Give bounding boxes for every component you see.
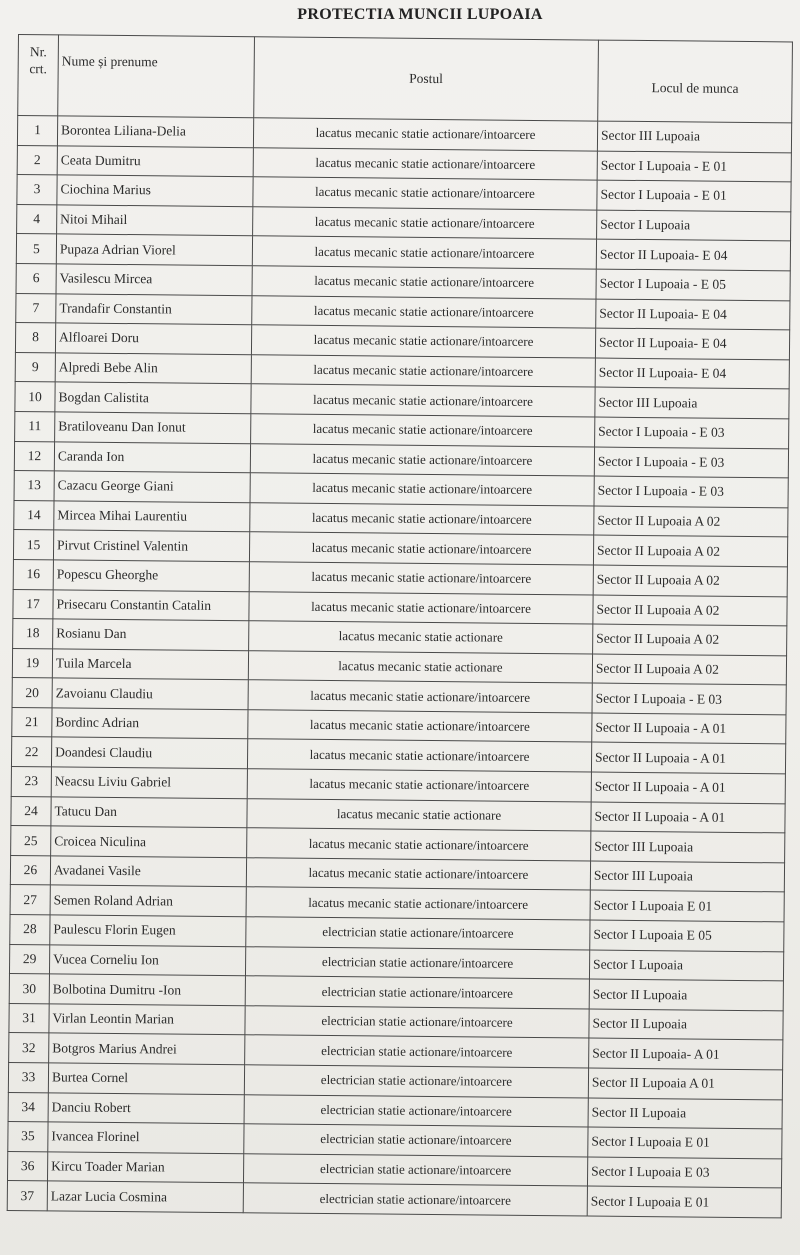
row-post: electrician statie actionare/intoarcere	[244, 1065, 588, 1098]
row-location: Sector III Lupoaia	[591, 831, 785, 862]
row-number: 1	[17, 116, 57, 146]
row-post: electrician statie actionare/intoarcere	[246, 917, 590, 950]
row-number: 37	[7, 1181, 47, 1211]
row-number: 9	[15, 352, 55, 382]
row-name: Vasilescu Mircea	[56, 264, 252, 295]
row-post: lacatus mecanic statie actionare/intoarcere	[251, 414, 595, 447]
row-name: Pirvut Cristinel Valentin	[53, 530, 249, 561]
row-location: Sector II Lupoaia- E 04	[596, 239, 790, 270]
row-location: Sector I Lupoaia	[589, 950, 783, 981]
row-number: 2	[17, 145, 57, 175]
row-name: Popescu Gheorghe	[53, 560, 249, 591]
row-location: Sector I Lupoaia - E 03	[594, 447, 788, 478]
row-name: Alpredi Bebe Alin	[55, 353, 251, 384]
row-name: Zavoianu Claudiu	[52, 678, 248, 709]
row-name: Trandafir Constantin	[56, 293, 252, 324]
row-location: Sector I Lupoaia - E 03	[595, 417, 789, 448]
row-post: lacatus mecanic statie actionare/intoarcere	[253, 147, 597, 180]
row-post: electrician statie actionare/intoarcere	[245, 946, 589, 979]
row-location: Sector II Lupoaia - A 01	[591, 743, 785, 774]
row-name: Tuila Marcela	[52, 649, 248, 680]
row-name: Neacsu Liviu Gabriel	[51, 767, 247, 798]
row-post: lacatus mecanic statie actionare/intoarcere	[250, 473, 594, 506]
row-post: lacatus mecanic statie actionare/intoarcere	[250, 443, 594, 476]
row-location: Sector II Lupoaia A 02	[593, 595, 787, 626]
row-number: 11	[15, 411, 55, 441]
row-post: lacatus mecanic statie actionare/intoarcere	[248, 710, 592, 743]
row-name: Prisecaru Constantin Catalin	[53, 589, 249, 620]
row-post: lacatus mecanic statie actionare/intoarcere	[252, 295, 596, 328]
row-name: Semen Roland Adrian	[50, 885, 246, 916]
row-number: 8	[15, 323, 55, 353]
row-name: Lazar Lucia Cosmina	[47, 1181, 243, 1212]
row-location: Sector II Lupoaia A 02	[593, 624, 787, 655]
row-post: lacatus mecanic statie actionare/intoarcere	[249, 532, 593, 565]
row-location: Sector I Lupoaia - E 01	[597, 180, 791, 211]
row-location: Sector I Lupoaia - E 05	[596, 269, 790, 300]
row-post: lacatus mecanic statie actionare/intoarcere	[250, 502, 594, 535]
row-name: Botgros Marius Andrei	[49, 1033, 245, 1064]
row-name: Ciochina Marius	[57, 175, 253, 206]
row-location: Sector I Lupoaia - E 03	[592, 683, 786, 714]
row-name: Danciu Robert	[48, 1092, 244, 1123]
row-name: Nitoi Mihail	[57, 205, 253, 236]
row-number: 25	[11, 826, 51, 856]
row-post: lacatus mecanic statie actionare/intoarcere	[249, 591, 593, 624]
row-post: lacatus mecanic statie actionare/intoarcere	[247, 739, 591, 772]
row-post: lacatus mecanic statie actionare/intoarcere	[247, 828, 591, 861]
row-name: Paulescu Florin Eugen	[50, 915, 246, 946]
row-post: electrician statie actionare/intoarcere	[245, 976, 589, 1009]
row-number: 20	[12, 678, 52, 708]
row-location: Sector III Lupoaia	[595, 387, 789, 418]
row-post: lacatus mecanic statie actionare/intoarcere	[248, 680, 592, 713]
row-name: Rosianu Dan	[53, 619, 249, 650]
row-location: Sector I Lupoaia E 03	[587, 1157, 781, 1188]
row-number: 26	[10, 855, 50, 885]
row-number: 35	[8, 1122, 48, 1152]
row-location: Sector I Lupoaia E 05	[590, 920, 784, 951]
row-location: Sector II Lupoaia - A 01	[592, 713, 786, 744]
row-location: Sector II Lupoaia A 02	[593, 565, 787, 596]
row-location: Sector III Lupoaia	[597, 121, 791, 152]
row-name: Borontea Liliana-Delia	[57, 116, 253, 147]
row-post: electrician statie actionare/intoarcere	[243, 1183, 587, 1216]
row-location: Sector II Lupoaia- E 04	[596, 299, 790, 330]
row-number: 10	[15, 382, 55, 412]
row-location: Sector II Lupoaia - A 01	[591, 772, 785, 803]
row-number: 15	[13, 530, 53, 560]
row-post: electrician statie actionare/intoarcere	[245, 1035, 589, 1068]
row-number: 7	[16, 293, 56, 323]
row-location: Sector II Lupoaia- E 04	[595, 358, 789, 389]
row-number: 17	[13, 589, 53, 619]
row-number: 30	[9, 974, 49, 1004]
row-name: Bordinc Adrian	[52, 708, 248, 739]
row-post: lacatus mecanic statie actionare/intoarcere	[253, 118, 597, 151]
row-number: 4	[17, 204, 57, 234]
header-location: Locul de munca	[598, 40, 793, 123]
row-post: lacatus mecanic statie actionare/intoarcere	[246, 858, 590, 891]
row-post: electrician statie actionare/intoarcere	[245, 1006, 589, 1039]
row-number: 32	[9, 1033, 49, 1063]
row-number: 12	[14, 441, 54, 471]
row-name: Virlan Leontin Marian	[49, 1004, 245, 1035]
header-name: Nume și prenume	[58, 35, 255, 118]
row-name: Avadanei Vasile	[50, 856, 246, 887]
row-name: Kircu Toader Marian	[47, 1152, 243, 1183]
header-nr-line2: crt.	[29, 61, 48, 77]
row-location: Sector II Lupoaia	[589, 979, 783, 1010]
row-name: Vucea Corneliu Ion	[49, 944, 245, 975]
row-number: 5	[16, 234, 56, 264]
row-location: Sector III Lupoaia	[590, 861, 784, 892]
row-name: Ivancea Florinel	[48, 1122, 244, 1153]
row-number: 24	[11, 796, 51, 826]
row-name: Pupaza Adrian Viorel	[56, 234, 252, 265]
row-location: Sector II Lupoaia A 02	[592, 654, 786, 685]
row-location: Sector II Lupoaia A 02	[593, 535, 787, 566]
row-number: 33	[8, 1062, 48, 1092]
row-post: lacatus mecanic statie actionare/intoarcere	[253, 207, 597, 240]
row-name: Tatucu Dan	[51, 797, 247, 828]
row-post: lacatus mecanic statie actionare/intoarcere	[247, 769, 591, 802]
row-post: electrician statie actionare/intoarcere	[244, 1094, 588, 1127]
row-name: Cazacu George Giani	[54, 471, 250, 502]
row-location: Sector I Lupoaia - E 03	[594, 476, 788, 507]
row-post: lacatus mecanic statie actionare	[248, 650, 592, 683]
row-number: 36	[7, 1151, 47, 1181]
row-number: 31	[9, 1003, 49, 1033]
row-post: lacatus mecanic statie actionare/intoarcere	[251, 325, 595, 358]
row-post: lacatus mecanic statie actionare	[249, 621, 593, 654]
row-location: Sector II Lupoaia	[589, 1009, 783, 1040]
row-post: lacatus mecanic statie actionare/intoarcere	[251, 355, 595, 388]
row-number: 3	[17, 175, 57, 205]
row-location: Sector II Lupoaia A 02	[594, 506, 788, 537]
header-nr	[18, 35, 59, 116]
row-location: Sector II Lupoaia - A 01	[591, 802, 785, 833]
row-name: Bratiloveanu Dan Ionut	[55, 412, 251, 443]
row-location: Sector II Lupoaia A 01	[588, 1068, 782, 1099]
table-header-row	[18, 35, 793, 123]
row-name: Burtea Cornel	[48, 1063, 244, 1094]
row-post: lacatus mecanic statie actionare/intoarcere	[251, 384, 595, 417]
header-nr-line1: Nr.	[29, 44, 47, 60]
row-number: 6	[16, 263, 56, 293]
row-name: Doandesi Claudiu	[51, 737, 247, 768]
page-title: PROTECTIA MUNCII LUPOAIA	[297, 6, 543, 23]
row-number: 27	[10, 885, 50, 915]
row-number: 22	[11, 737, 51, 767]
row-name: Bolbotina Dumitru -Ion	[49, 974, 245, 1005]
row-post: electrician statie actionare/intoarcere	[243, 1154, 587, 1187]
row-number: 34	[8, 1092, 48, 1122]
row-number: 19	[12, 648, 52, 678]
row-post: lacatus mecanic statie actionare/intoarcere	[252, 266, 596, 299]
row-number: 16	[13, 559, 53, 589]
row-post: lacatus mecanic statie actionare/intoarcere	[253, 177, 597, 210]
row-name: Alfloarei Doru	[55, 323, 251, 354]
row-name: Bogdan Calistita	[55, 382, 251, 413]
row-name: Caranda Ion	[54, 441, 250, 472]
table-body	[7, 116, 791, 1218]
header-post: Postul	[254, 37, 599, 121]
row-post: lacatus mecanic statie actionare/intoarcere	[252, 236, 596, 269]
row-number: 14	[14, 500, 54, 530]
row-location: Sector I Lupoaia E 01	[587, 1186, 781, 1217]
row-location: Sector II Lupoaia- E 04	[595, 328, 789, 359]
row-number: 29	[9, 944, 49, 974]
row-name: Croicea Niculina	[51, 826, 247, 857]
employee-table	[7, 34, 793, 1218]
row-post: lacatus mecanic statie actionare/intoarcere	[249, 562, 593, 595]
table-row	[7, 1181, 781, 1218]
row-name: Mircea Mihai Laurentiu	[54, 501, 250, 532]
row-number: 23	[11, 767, 51, 797]
row-post: lacatus mecanic statie actionare	[247, 798, 591, 831]
row-location: Sector II Lupoaia	[588, 1098, 782, 1129]
row-number: 28	[10, 914, 50, 944]
row-number: 21	[12, 707, 52, 737]
row-location: Sector I Lupoaia	[597, 210, 791, 241]
row-post: lacatus mecanic statie actionare/intoarcere	[246, 887, 590, 920]
row-location: Sector I Lupoaia E 01	[590, 890, 784, 921]
row-number: 13	[14, 471, 54, 501]
row-post: electrician statie actionare/intoarcere	[244, 1124, 588, 1157]
row-location: Sector I Lupoaia - E 01	[597, 151, 791, 182]
row-location: Sector I Lupoaia E 01	[588, 1127, 782, 1158]
row-name: Ceata Dumitru	[57, 145, 253, 176]
row-number: 18	[13, 619, 53, 649]
row-location: Sector II Lupoaia- A 01	[589, 1038, 783, 1069]
